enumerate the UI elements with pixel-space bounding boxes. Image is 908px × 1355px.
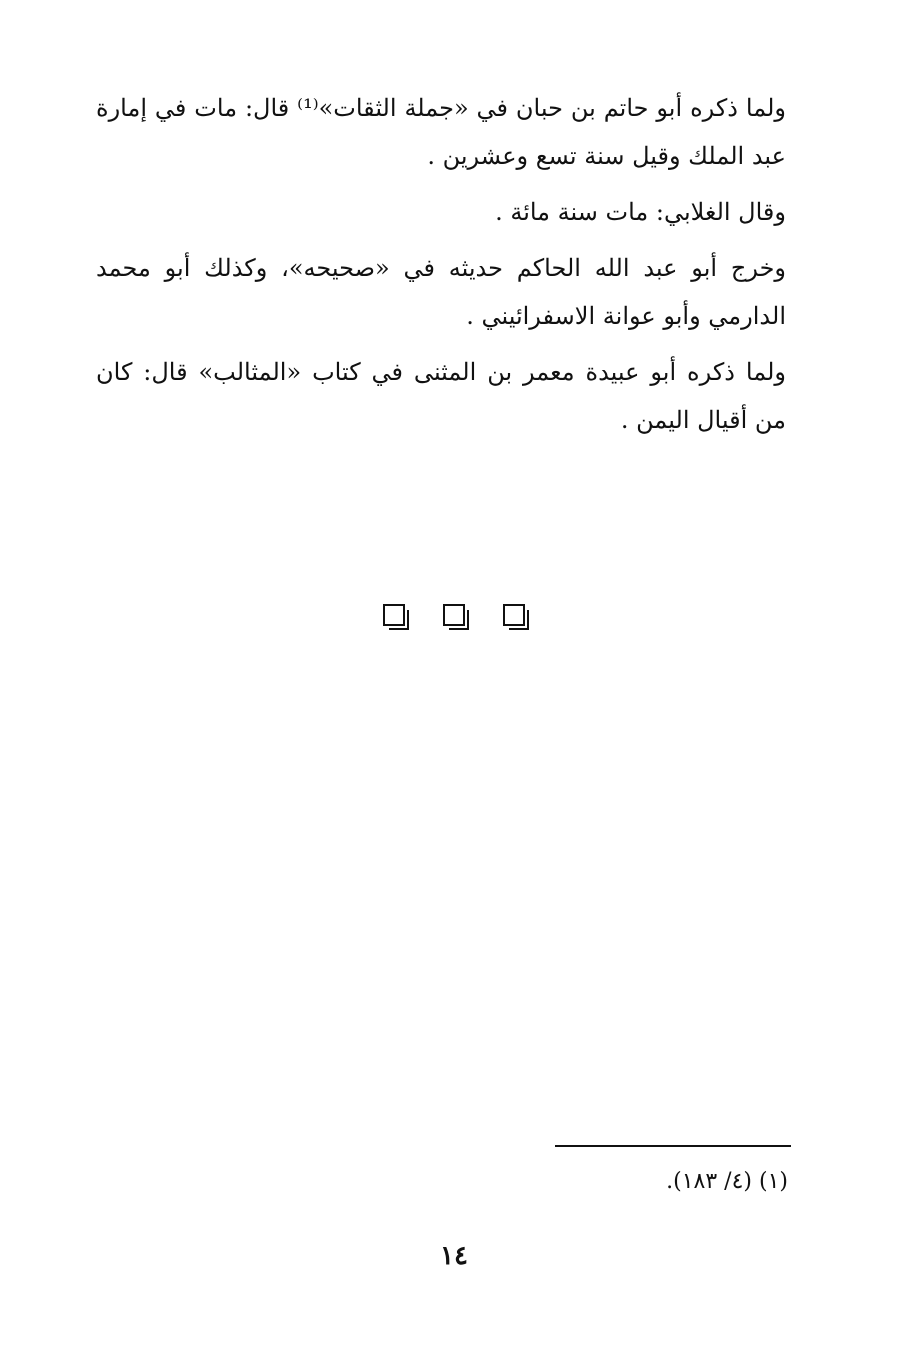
square-box-icon <box>503 604 525 626</box>
main-text <box>96 84 786 452</box>
page-number: ١٤ <box>440 1241 468 1271</box>
paragraph-2: وقال الغلابي: مات سنة مائة . <box>495 198 786 226</box>
footnote: (١) (٤/ ١٨٣). <box>666 1169 788 1194</box>
paragraph-4: ولما ذكره أبو عبيدة معمر بن المثنى في كتاب «المثالب» قال: كان من أقيال اليمن . <box>96 358 786 434</box>
square-box-icon <box>443 604 465 626</box>
square-box-icon <box>383 604 405 626</box>
paragraph-3: وخرج أبو عبد الله الحاكم حديثه في «صحيحه»، وكذلك أبو محمد الدارمي وأبو عوانة الاسفرائيني . <box>96 254 786 330</box>
footnote-divider <box>555 1145 791 1147</box>
section-separator <box>0 604 908 626</box>
paragraph-1: ولما ذكره أبو حاتم بن حبان في «جملة الثقات»⁽¹⁾ قال: مات في إمارة عبد الملك وقيل سنة تسع وعشرين . <box>96 94 786 170</box>
